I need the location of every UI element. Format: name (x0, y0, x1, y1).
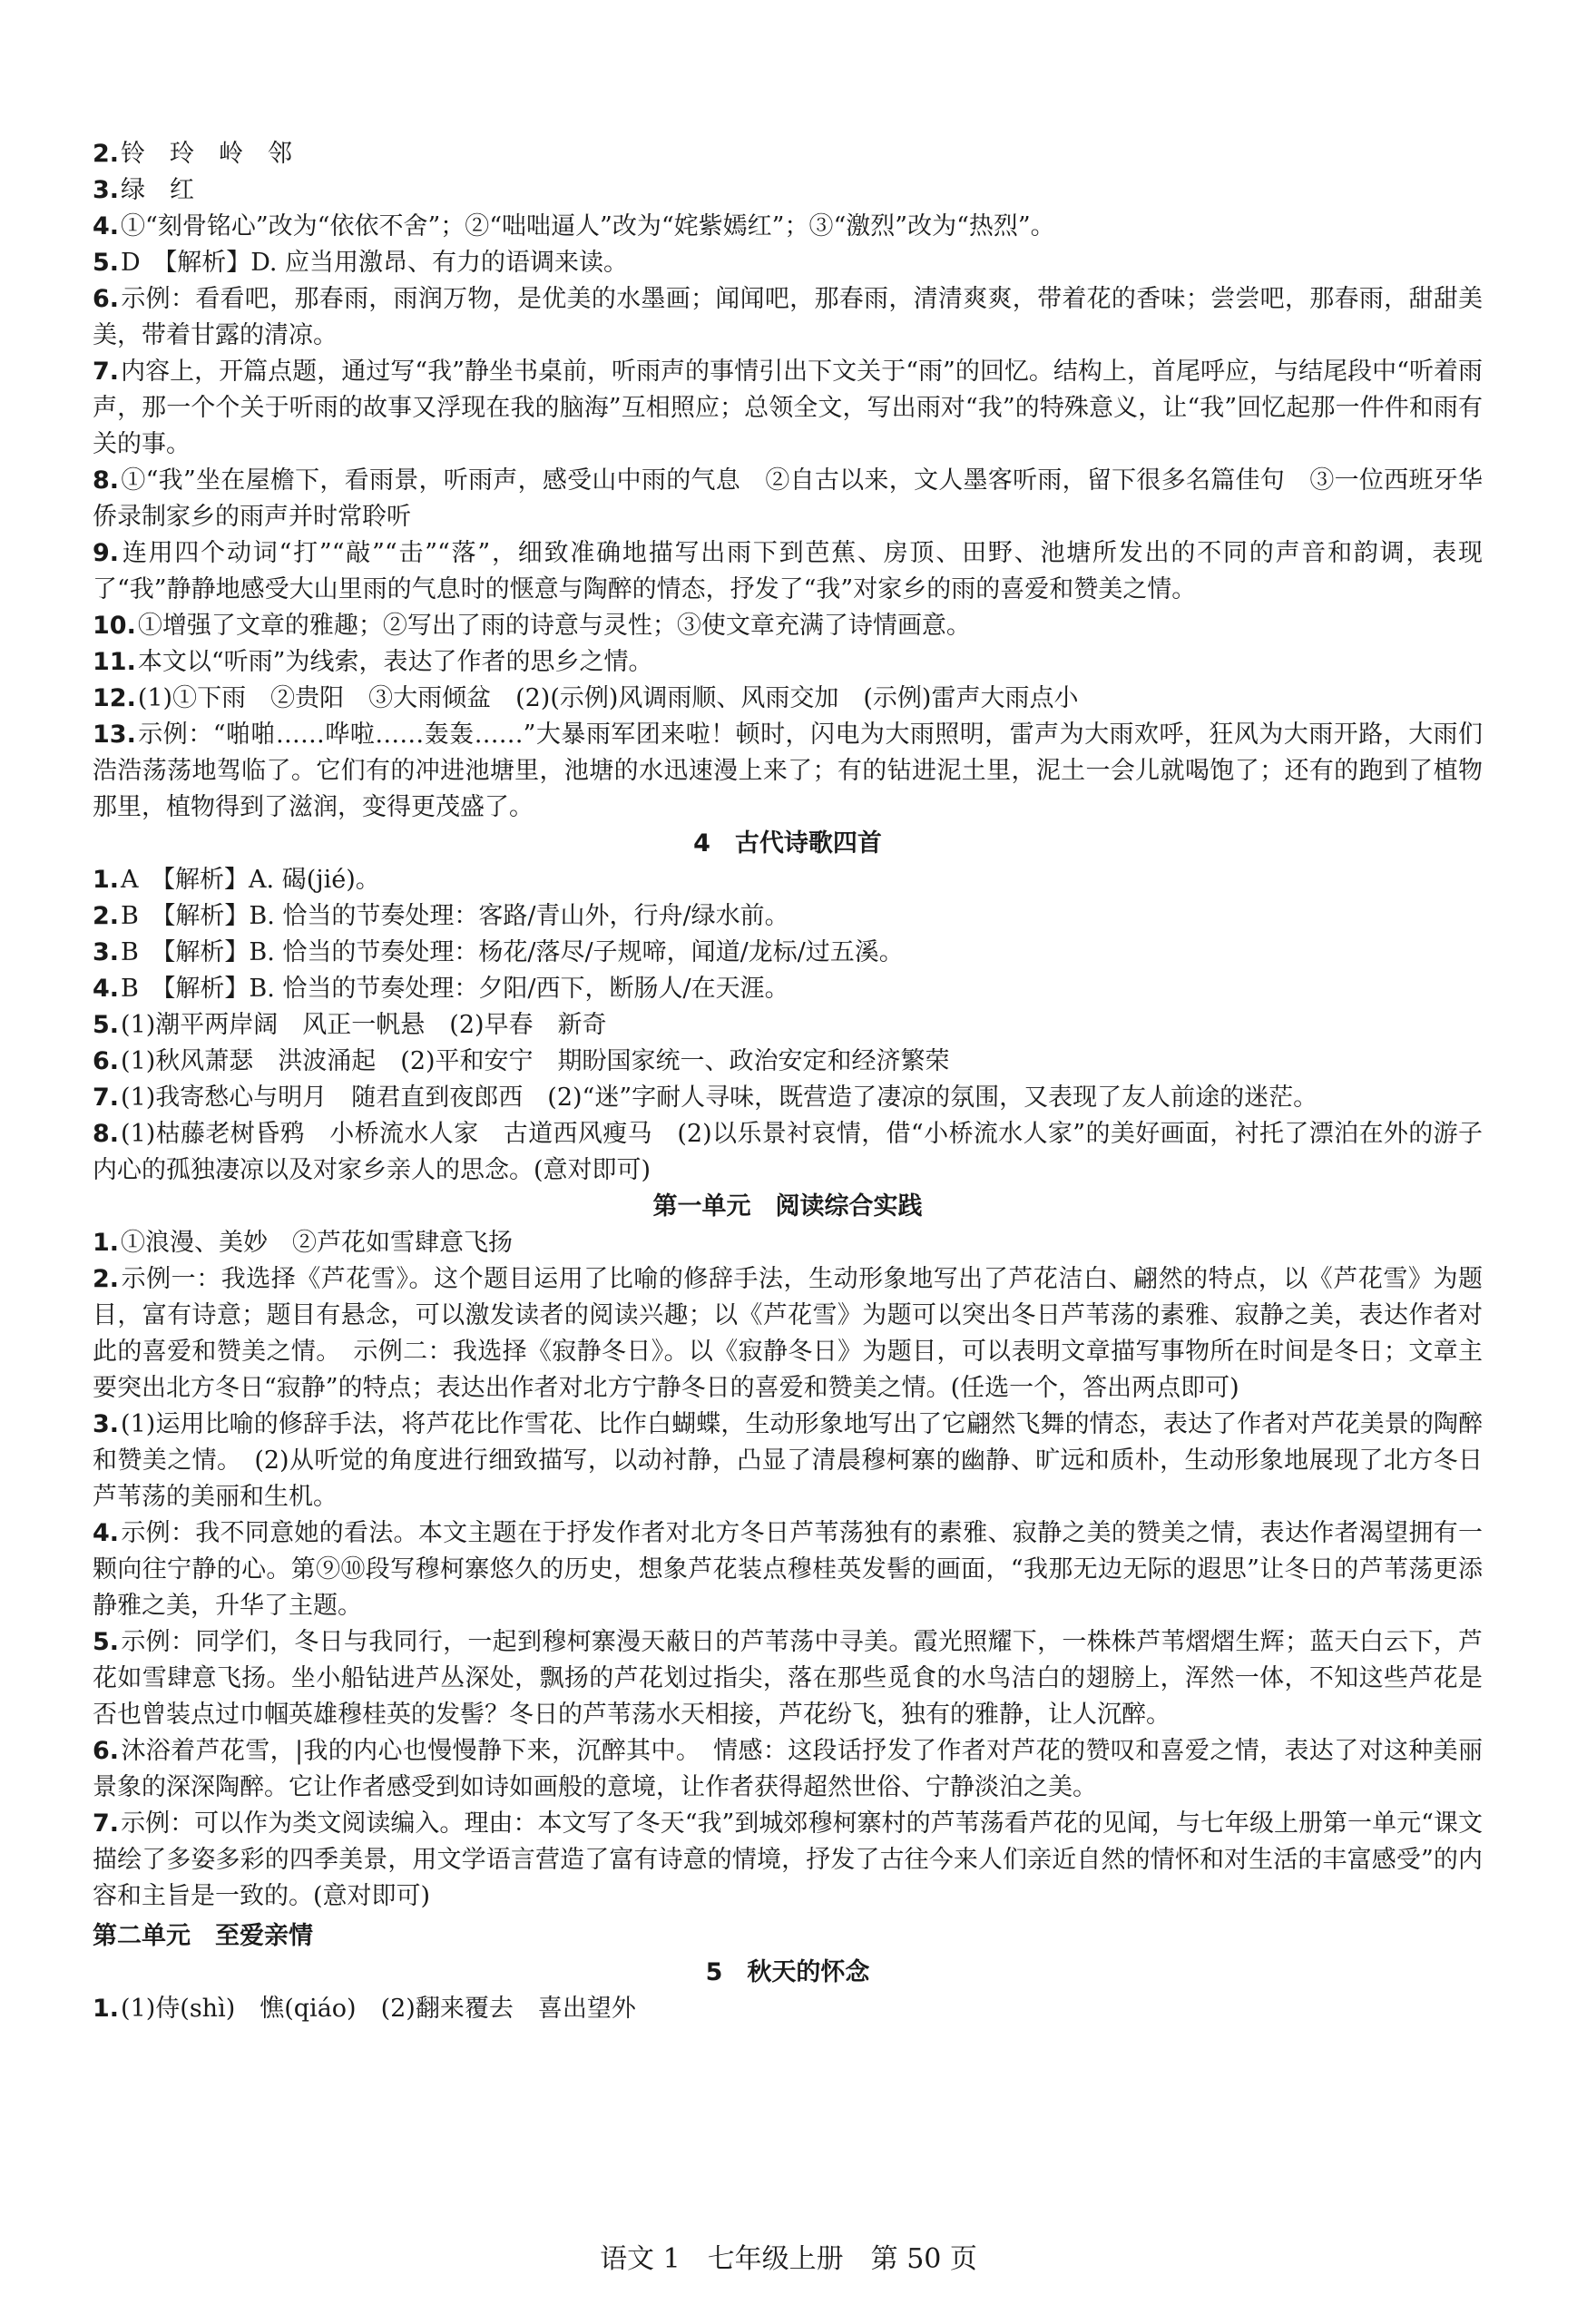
answer-text: D 【解析】D. 应当用激昂、有力的语调来读。 (121, 249, 629, 277)
answer-item (93, 172, 1483, 209)
answer-text: 示例：我不同意她的看法。本文主题在于抒发作者对北方冬日芦苇荡独有的素雅、寂静之美的赞美之情，表达作者渴望拥有一颗向往宁静的心。第⑨⑩段写穆柯寨悠久的历史，想象芦花装点穆桂英发髻的画面，“我那无边无际的遐思”让冬日的芦苇荡更添静雅之美，升华了主题。 (93, 1519, 1483, 1620)
answer-item (93, 681, 1483, 717)
answer-item (93, 717, 1483, 826)
answer-item (93, 245, 1483, 281)
answer-text: (1)我寄愁心与明月 随君直到夜郎西 (2)“迷”字耐人寻味，既营造了凄凉的氛围，又表现了友人前途的迷茫。 (121, 1084, 1318, 1112)
answer-text: B 【解析】B. 恰当的节奏处理：杨花/落尽/子规啼，闻道/龙标/过五溪。 (121, 938, 904, 966)
answer-item (93, 862, 1483, 898)
answer-item (93, 1515, 1483, 1624)
answer-number: 9. (93, 539, 120, 567)
answer-text: 示例：“啪啪……哗啦……轰轰……”大暴雨军团来啦！顿时，闪电为大雨照明，雷声为大雨欢呼，狂风为大雨开路，大雨们浩浩荡荡地驾临了。它们有的冲进池塘里，池塘的水迅速漫上来了；有的钻进泥土里，泥土一会儿就喝饱了；还有的跑到了植物那里，植物得到了滋润，变得更茂盛了。 (93, 721, 1483, 821)
answer-item (93, 354, 1483, 463)
answer-item (93, 1261, 1483, 1407)
answer-item (93, 535, 1483, 608)
answer-text: 示例：可以作为类文阅读编入。理由：本文写了冬天“我”到城郊穆柯寨村的芦苇荡看芦花的见闻，与七年级上册第一单元“课文描绘了多姿多彩的四季美景，用文学语言营造了富有诗意的情境，抒发了古往今来人们亲近自然的情怀和对生活的丰富感受”的内容和主旨是一致的。(意对即可) (93, 1809, 1483, 1910)
answer-number: 5. (93, 1628, 120, 1656)
page-footer: 语文 1 七年级上册 第 50 页 (600, 2243, 977, 2275)
answer-text: (1)运用比喻的修辞手法，将芦花比作雪花、比作白蝴蝶，生动形象地写出了它翩然飞舞的情态，表达了作者对芦花美景的陶醉和赞美之情。 (2)从听觉的角度进行细致描写，以动衬静，凸显了清晨穆柯寨的幽静、旷远和质朴，生动形象地展现了北方冬日芦苇荡的美丽和生机。 (93, 1410, 1483, 1511)
answer-text: ①浪漫、美妙 ②芦花如雪肆意飞扬 (121, 1229, 514, 1257)
answer-number: 6. (93, 1047, 120, 1075)
answer-item (93, 608, 1483, 644)
answer-text: B 【解析】B. 恰当的节奏处理：夕阳/西下，断肠人/在天涯。 (121, 975, 789, 1003)
answer-item (93, 1733, 1483, 1806)
answer-item (93, 1116, 1483, 1189)
answer-text: 示例一：我选择《芦花雪》。这个题目运用了比喻的修辞手法，生动形象地写出了芦花洁白、翩然的特点，以《芦花雪》为题目，富有诗意；题目有悬念，可以激发读者的阅读兴趣；以《芦花雪》为题可以突出冬日芦苇荡的素雅、寂静之美，表达作者对此的喜爱和赞美之情。 示例二：我选择《寂静冬日》。以《寂静冬日》为题目，可以表明文章描写事物所在时间是冬日；文章主要突出北方冬日“寂静”的特点；表达出作者对北方宁静冬日的喜爱和赞美之情。(任选一个，答出两点即可) (93, 1265, 1483, 1402)
answer-text: (1)潮平两岸阔 风正一帆悬 (2)早春 新奇 (121, 1011, 607, 1039)
answer-number: 2. (93, 1265, 120, 1293)
answer-number: 7. (93, 1809, 120, 1838)
answer-text: 本文以“听雨”为线索，表达了作者的思乡之情。 (137, 648, 653, 676)
answer-text: (1)①下雨 ②贵阳 ③大雨倾盆 (2)(示例)风调雨顺、风雨交加 (示例)雷声大雨点小 (137, 684, 1079, 712)
answer-text: A 【解析】A. 碣(jié)。 (121, 866, 380, 894)
answer-number: 6. (93, 1737, 120, 1765)
answer-item (93, 935, 1483, 971)
answer-number: 4. (93, 975, 120, 1003)
answer-text: 示例：看看吧，那春雨，雨润万物，是优美的水墨画；闻闻吧，那春雨，清清爽爽，带着花的香味；尝尝吧，那春雨，甜甜美美，带着甘露的清凉。 (93, 285, 1483, 349)
answer-number: 3. (93, 176, 120, 204)
answer-number: 8. (93, 1120, 120, 1148)
answer-text: 内容上，开篇点题，通过写“我”静坐书桌前，听雨声的事情引出下文关于“雨”的回忆。结构上，首尾呼应，与结尾段中“听着雨声，那一个个关于听雨的故事又浮现在我的脑海”互相照应；总领全文，写出雨对“我”的特殊意义，让“我”回忆起那一件件和雨有关的事。 (93, 358, 1483, 458)
section-heading: 5 秋天的怀念 (705, 1958, 870, 1986)
answer-number: 11. (93, 648, 136, 676)
section-heading: 4 古代诗歌四首 (693, 829, 882, 858)
answer-number: 2. (93, 902, 120, 930)
answer-text: B 【解析】B. 恰当的节奏处理：客路/青山外，行舟/绿水前。 (121, 902, 789, 930)
answer-item (93, 1407, 1483, 1515)
answer-text: ①增强了文章的雅趣；②写出了雨的诗意与灵性；③使文章充满了诗情画意。 (137, 612, 971, 640)
answer-item (93, 1806, 1483, 1915)
answer-number: 1. (93, 1995, 120, 2023)
answer-item (93, 1080, 1483, 1116)
answer-text: 连用四个动词“打”“敲”“击”“落”，细致准确地描写出雨下到芭蕉、房顶、田野、池塘所发出的不同的声音和韵调，表现了“我”静静地感受大山里雨的气息时的惬意与陶醉的情态，抒发了“我”对家乡的雨的喜爱和赞美之情。 (93, 539, 1483, 603)
answer-item (93, 1044, 1483, 1080)
answer-text: 铃 玲 岭 邻 (121, 140, 293, 168)
answer-text: (1)秋风萧瑟 洪波涌起 (2)平和安宁 期盼国家统一、政治安定和经济繁荣 (121, 1047, 950, 1075)
unit-heading: 第二单元 至爱亲情 (93, 1922, 313, 1950)
answer-item (93, 463, 1483, 535)
answer-item (93, 1624, 1483, 1733)
answer-text: 绿 红 (121, 176, 195, 204)
answer-text: (1)枯藤老树昏鸦 小桥流水人家 古道西风瘦马 (2)以乐景衬哀情，借“小桥流水人家”的美好画面，衬托了漂泊在外的游子内心的孤独凄凉以及对家乡亲人的思念。(意对即可) (93, 1120, 1483, 1184)
answer-text: ①“我”坐在屋檐下，看雨景，听雨声，感受山中雨的气息 ②自古以来，文人墨客听雨，留下很多名篇佳句 ③一位西班牙华侨录制家乡的雨声并时常聆听 (93, 466, 1483, 531)
answer-item (93, 209, 1483, 245)
answer-item (93, 971, 1483, 1007)
answer-item (93, 644, 1483, 681)
answer-number: 7. (93, 358, 120, 386)
answer-text: 示例：同学们，冬日与我同行，一起到穆柯寨漫天蔽日的芦苇荡中寻美。霞光照耀下，一株株芦苇熠熠生辉；蓝天白云下，芦花如雪肆意飞扬。坐小船钻进芦丛深处，飘扬的芦花划过指尖，落在那些觅食的水鸟洁白的翅膀上，浑然一体，不知这些芦花是否也曾装点过巾帼英雄穆桂英的发髻？冬日的芦苇荡水天相接，芦花纷飞，独有的雅静，让人沉醉。 (93, 1628, 1483, 1729)
answer-text: 沐浴着芦花雪，|我的内心也慢慢静下来，沉醉其中。 情感：这段话抒发了作者对芦花的赞叹和喜爱之情，表达了对这种美丽景象的深深陶醉。它让作者感受到如诗如画般的意境，让作者获得超然世俗、宁静淡泊之美。 (93, 1737, 1483, 1801)
answer-number: 4. (93, 212, 120, 240)
answer-item (93, 281, 1483, 354)
answer-number: 5. (93, 249, 120, 277)
answer-number: 3. (93, 1410, 120, 1438)
answer-item (93, 136, 1483, 172)
answer-number: 12. (93, 684, 136, 712)
answer-number: 1. (93, 1229, 120, 1257)
answer-number: 1. (93, 866, 120, 894)
answer-item (93, 1991, 1483, 2027)
answer-text: ①“刻骨铭心”改为“依依不舍”；②“咄咄逼人”改为“姹紫嫣红”；③“激烈”改为“热烈”。 (121, 212, 1055, 240)
section-heading: 第一单元 阅读综合实践 (652, 1192, 923, 1221)
answer-number: 13. (93, 721, 136, 749)
answer-column (93, 136, 1483, 2027)
answer-item (93, 898, 1483, 935)
answer-number: 3. (93, 938, 120, 966)
answer-item (93, 1007, 1483, 1044)
answer-number: 2. (93, 140, 120, 168)
answer-number: 6. (93, 285, 120, 313)
answer-number: 5. (93, 1011, 120, 1039)
answer-item (93, 1225, 1483, 1261)
answer-number: 10. (93, 612, 136, 640)
answer-number: 7. (93, 1084, 120, 1112)
answer-number: 8. (93, 466, 120, 495)
answer-number: 4. (93, 1519, 120, 1547)
answer-text: (1)侍(shì) 憔(qiáo) (2)翻来覆去 喜出望外 (121, 1995, 636, 2023)
